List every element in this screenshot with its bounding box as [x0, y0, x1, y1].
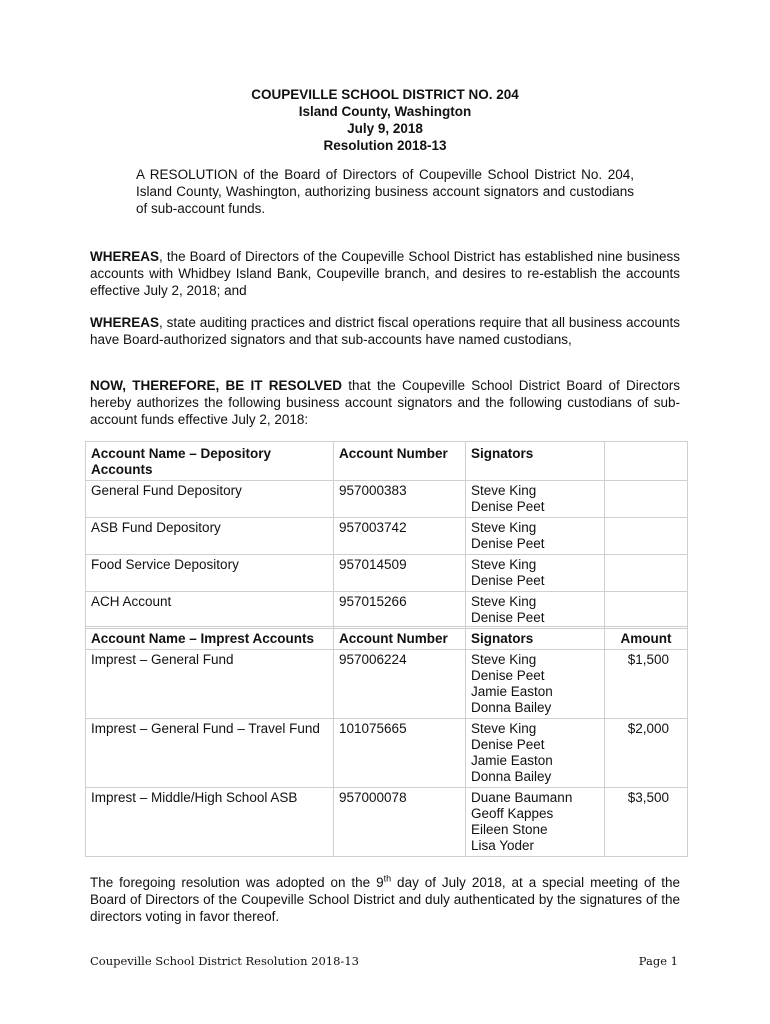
signator: Duane Baumann [471, 790, 573, 805]
header-amount: Amount [605, 627, 688, 650]
signator: Denise Peet [471, 737, 545, 752]
resolution-number: Resolution 2018-13 [323, 138, 447, 153]
resolved-lead: NOW, THEREFORE, BE IT RESOLVED [90, 378, 342, 393]
signator: Eileen Stone [471, 822, 548, 837]
account-name: General Fund Depository [86, 481, 334, 518]
account-number: 957015266 [334, 592, 466, 629]
header-blank [605, 442, 688, 481]
signator: Geoff Kappes [471, 806, 554, 821]
amount: $1,500 [605, 650, 688, 719]
whereas-lead: WHEREAS [90, 249, 160, 264]
header-signators: Signators [466, 442, 605, 481]
signators-cell [466, 650, 605, 719]
signator: Donna Bailey [471, 769, 552, 784]
signator: Denise Peet [471, 610, 545, 625]
table-row [86, 481, 688, 518]
signator: Denise Peet [471, 573, 545, 588]
county-state: Island County, Washington [298, 104, 472, 119]
intro-paragraph: A RESOLUTION of the Board of Directors of Coupeville School District No. 204, Island County, Washington, authorizing business account signators and custodians of sub-account funds. [136, 167, 634, 216]
closing-paragraph [90, 874, 680, 925]
table-header-row [86, 442, 688, 481]
signator: Steve King [471, 721, 537, 736]
whereas-paragraph-1 [90, 248, 680, 299]
whereas-text: , state auditing practices and district fiscal operations require that all business accounts have Board-authorized signators and that sub-accounts have named custodians, [90, 315, 680, 347]
signator: Steve King [471, 520, 537, 535]
account-name: Food Service Depository [86, 555, 334, 592]
footer-document-title: Coupeville School District Resolution 2018-13 [90, 954, 359, 968]
empty-cell [605, 555, 688, 592]
resolution-date: July 9, 2018 [347, 121, 423, 136]
signators-cell [466, 518, 605, 555]
closing-text-start: The foregoing resolution was adopted on the 9 [90, 875, 384, 890]
empty-cell [605, 518, 688, 555]
signator: Denise Peet [471, 536, 545, 551]
whereas-text: , the Board of Directors of the Coupeville School District has established nine business accounts with Whidbey Island Bank, Coupeville branch, and desires to re-establish the accounts effective July 2, 2018; and [90, 249, 680, 298]
account-number: 101075665 [334, 719, 466, 788]
signator: Denise Peet [471, 499, 545, 514]
header-account-number: Account Number [334, 627, 466, 650]
header-account-name: Account Name – Depository Accounts [86, 442, 334, 481]
header-account-name: Account Name – Imprest Accounts [86, 627, 334, 650]
ordinal-suffix: th [383, 873, 392, 884]
district-name: COUPEVILLE SCHOOL DISTRICT NO. 204 [251, 87, 519, 102]
signator: Steve King [471, 652, 537, 667]
whereas-paragraph-2 [90, 314, 680, 348]
header-signators: Signators [466, 627, 605, 650]
table-row [86, 650, 688, 719]
signator: Jamie Easton [471, 753, 553, 768]
account-number: 957006224 [334, 650, 466, 719]
account-name: Imprest – General Fund – Travel Fund [86, 719, 334, 788]
closing-text-end: day of July 2018, at a special meeting of the Board of Directors of the Coupeville School District and duly authenticated by the signatures of the directors voting in favor thereof. [90, 875, 680, 924]
signator: Steve King [471, 594, 537, 609]
document-heading [0, 86, 770, 154]
signators-cell [466, 788, 605, 857]
signators-cell [466, 555, 605, 592]
depository-accounts-table [85, 441, 688, 629]
table-row [86, 788, 688, 857]
table-row [86, 592, 688, 629]
signator: Denise Peet [471, 668, 545, 683]
resolved-paragraph [90, 377, 680, 428]
signators-cell [466, 592, 605, 629]
account-name: Imprest – General Fund [86, 650, 334, 719]
whereas-lead: WHEREAS [90, 315, 160, 330]
signator: Donna Bailey [471, 700, 552, 715]
account-number: 957000078 [334, 788, 466, 857]
signators-cell [466, 481, 605, 518]
account-number: 957014509 [334, 555, 466, 592]
account-number: 957000383 [334, 481, 466, 518]
table-row [86, 719, 688, 788]
account-name: ASB Fund Depository [86, 518, 334, 555]
resolved-text: that the Coupeville School District Board of Directors hereby authorizes the following business account signators and the following custodians of sub-account funds effective July 2, 2018: [90, 378, 680, 427]
footer-page-number: Page 1 [638, 954, 678, 968]
account-name: ACH Account [86, 592, 334, 629]
signator: Steve King [471, 483, 537, 498]
empty-cell [605, 481, 688, 518]
empty-cell [605, 592, 688, 629]
amount: $3,500 [605, 788, 688, 857]
amount: $2,000 [605, 719, 688, 788]
account-name: Imprest – Middle/High School ASB [86, 788, 334, 857]
account-number: 957003742 [334, 518, 466, 555]
table-row [86, 518, 688, 555]
signator: Steve King [471, 557, 537, 572]
table-row [86, 555, 688, 592]
signator: Lisa Yoder [471, 838, 535, 853]
imprest-accounts-table [85, 626, 688, 857]
signator: Jamie Easton [471, 684, 553, 699]
header-account-number: Account Number [334, 442, 466, 481]
table-header-row [86, 627, 688, 650]
signators-cell [466, 719, 605, 788]
